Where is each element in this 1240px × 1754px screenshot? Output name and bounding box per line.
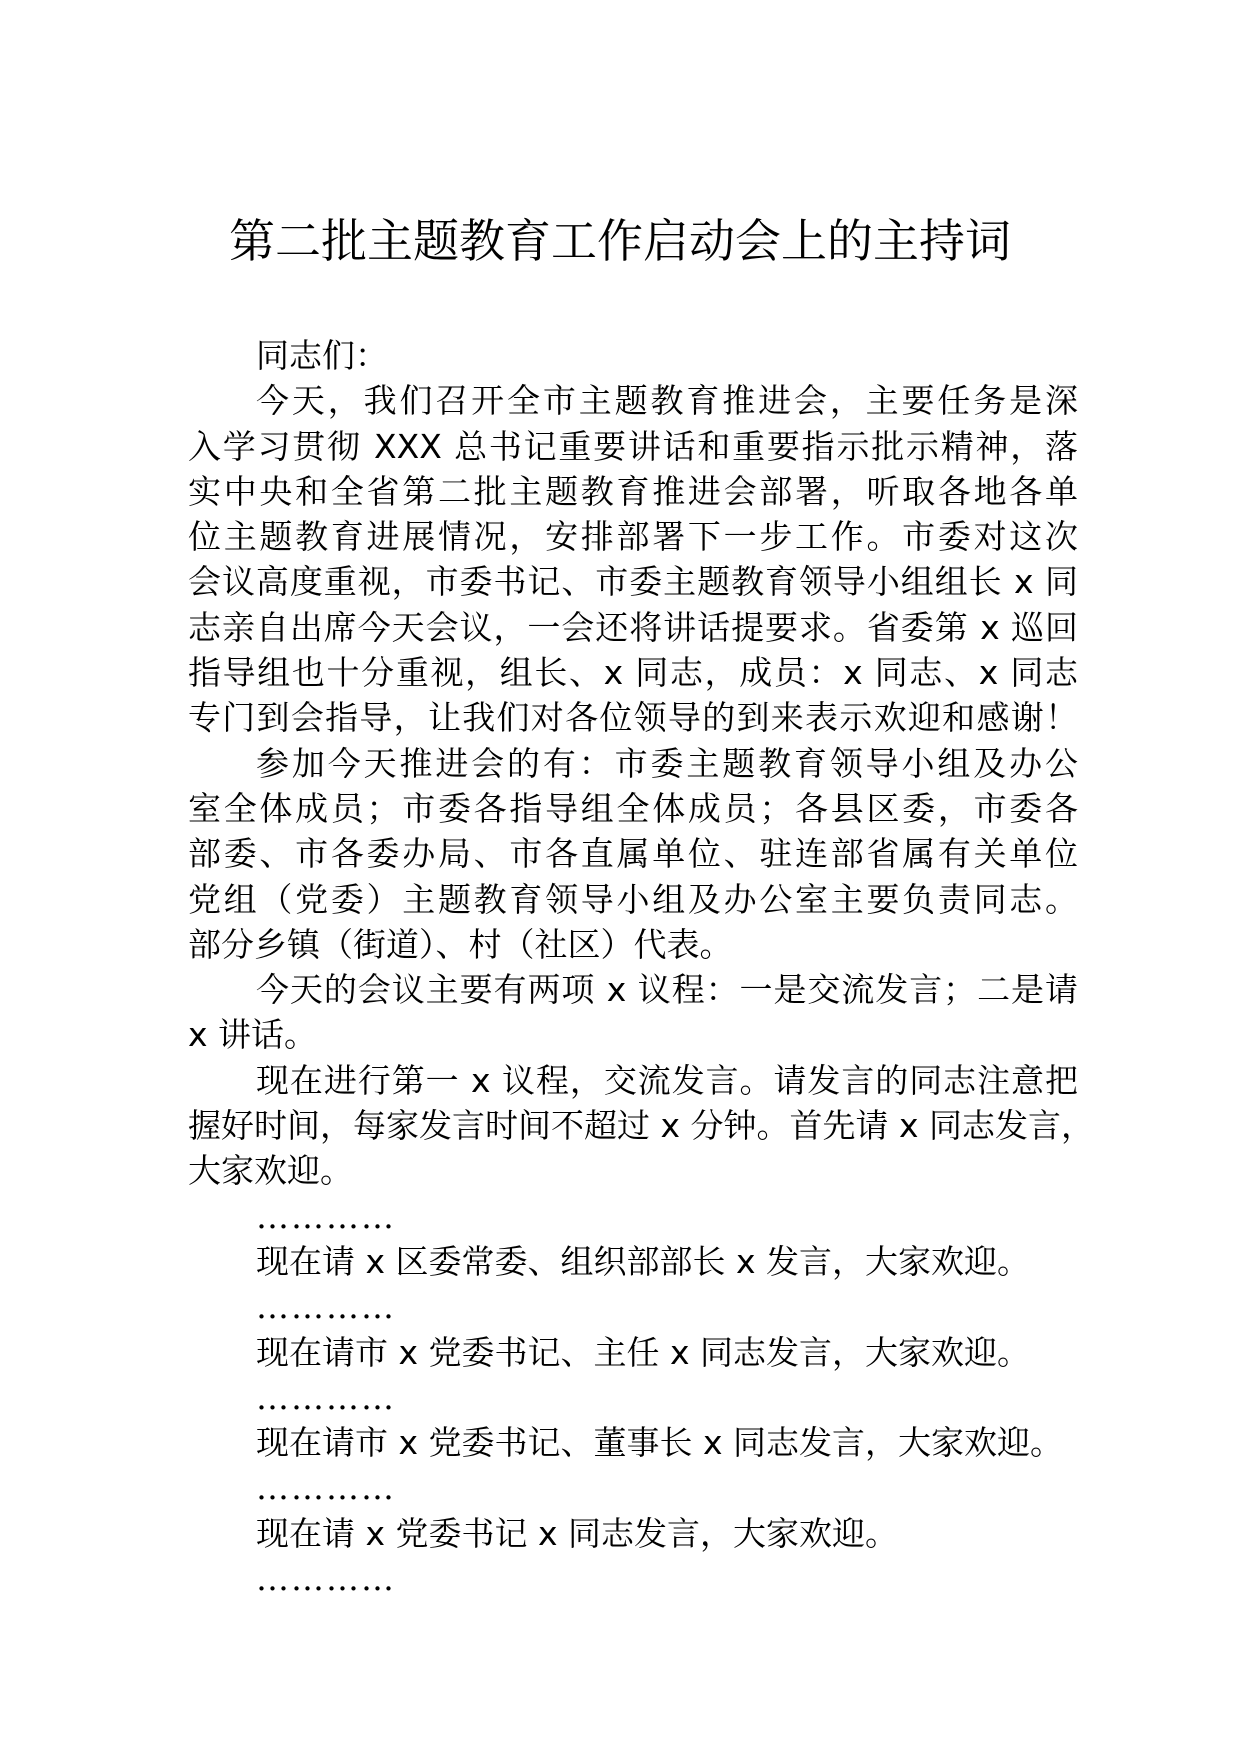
ellipsis-line: ………… [256,1468,396,1508]
speaker-call: 现在请 x 党委书记 x 同志发言，大家欢迎。 [256,1513,899,1553]
text-line: x 讲话。 [188,1015,318,1055]
document-title: 第二批主题教育工作启动会上的主持词 [229,214,1011,268]
speaker-call: 现在请市 x 党委书记、董事长 x 同志发言，大家欢迎。 [256,1423,1064,1463]
speaker-call: 现在请 x 区委常委、组织部部长 x 发言，大家欢迎。 [256,1241,1031,1281]
text-line: 现在进行第一 x 议程，交流发言。请发言的同志注意把 [256,1060,1078,1100]
text-line: 部分乡镇（街道）、村（社区）代表。 [188,924,733,964]
text-line: 党组（党委）主题教育领导小组及办公室主要负责同志。 [188,879,1078,919]
text-line: 今天的会议主要有两项 x 议程：一是交流发言；二是请 [256,970,1078,1010]
text-line: 会议高度重视，市委书记、市委主题教育领导小组组长 x 同 [188,562,1078,602]
paragraph-opening [188,378,1078,740]
text-line: 大家欢迎。 [188,1151,353,1191]
text-line: 专门到会指导，让我们对各位领导的到来表示欢迎和感谢！ [188,698,1078,738]
ellipsis-line: ………… [256,1196,396,1236]
document-body [188,333,1095,1601]
text-line: 入学习贯彻 XXX 总书记重要讲话和重要指示批示精神，落 [188,426,1078,466]
ellipsis-line: ………… [256,1377,396,1417]
text-line: 握好时间，每家发言时间不超过 x 分钟。首先请 x 同志发言， [188,1106,1095,1146]
ellipsis-line: ………… [256,1287,396,1327]
speaker-call: 现在请市 x 党委书记、主任 x 同志发言，大家欢迎。 [256,1332,1031,1372]
paragraph-first-item [188,1058,1095,1194]
text-line: 参加今天推进会的有：市委主题教育领导小组及办公 [256,743,1078,783]
text-line: 指导组也十分重视，组长、x 同志，成员：x 同志、x 同志 [188,653,1078,693]
paragraph-attendees [188,741,1078,967]
text-line: 室全体成员；市委各指导组全体成员；各县区委，市委各 [188,788,1078,828]
salutation: 同志们： [256,336,388,375]
ellipsis-line: ………… [256,1559,396,1599]
text-line: 今天，我们召开全市主题教育推进会，主要任务是深 [256,381,1078,421]
text-line: 位主题教育进展情况，安排部署下一步工作。市委对这次 [188,517,1078,557]
text-line: 实中央和全省第二批主题教育推进会部署，听取各地各单 [188,471,1078,511]
paragraph-agenda [188,967,1078,1058]
text-line: 部委、市各委办局、市各直属单位、驻连部省属有关单位 [188,834,1078,874]
text-line: 志亲自出席今天会议，一会还将讲话提要求。省委第 x 巡回 [188,607,1078,647]
